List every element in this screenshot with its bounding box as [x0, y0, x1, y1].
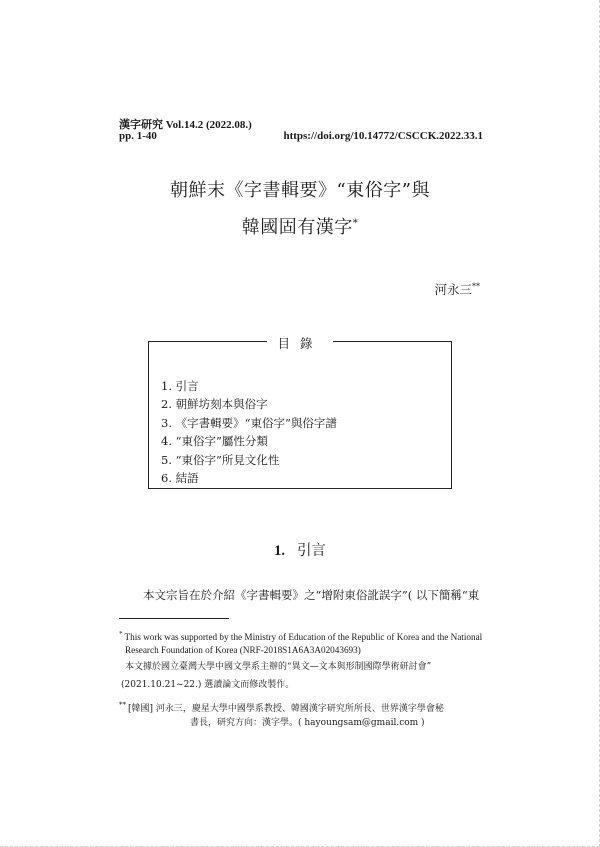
- footnote-2-line-2: 書長，研究方向：漢字學。( hayoungsam@gmail.com ): [190, 718, 425, 728]
- section-title: 引言: [296, 543, 326, 559]
- footnote-1-line-4: (2021.10.21~22.) 選讀論文而修改製作。: [121, 680, 295, 690]
- body-paragraph: 本文宗旨在於介紹《字書輯要》之“增附東俗訛誤字”( 以下簡稱“東: [143, 588, 480, 602]
- toc-item[interactable]: 2. 朝鮮坊刻本與俗字: [161, 397, 268, 412]
- paper-title-line-2-text: 韓國固有漢字: [241, 217, 353, 238]
- toc-item[interactable]: 4. “東俗字”屬性分類: [161, 434, 268, 449]
- toc-item[interactable]: 6. 結語: [161, 471, 199, 486]
- footnote-2-text-1: [韓國] 河永三，慶星大學中國學系教授、韓國漢字研究所所長、世界漢字學會秘: [128, 704, 444, 714]
- page-range: pp. 1-40: [119, 130, 157, 142]
- author-name: 河永三: [434, 282, 472, 297]
- footnote-2-mark: **: [119, 701, 126, 709]
- toc-title-wrap: [149, 333, 451, 352]
- toc-list: [161, 377, 337, 487]
- toc-title: 目錄: [267, 336, 332, 351]
- section-number: 1.: [274, 543, 285, 559]
- toc-item[interactable]: 1. 引言: [161, 379, 199, 393]
- footnote-1-mark: *: [119, 630, 123, 638]
- footnote-1-text-1: This work was supported by the Ministry of Education of the Republic of Korea and the National: [124, 632, 483, 643]
- doi-link[interactable]: https://doi.org/10.14772/CSCCK.2022.33.1: [283, 130, 483, 142]
- footnote-divider: [119, 618, 229, 619]
- toc-item[interactable]: 3. 《字書輯要》“東俗字”與俗字譜: [161, 415, 337, 430]
- paper-title-line-2: [0, 213, 600, 239]
- author: [434, 280, 480, 298]
- title-footnote-mark[interactable]: *: [352, 218, 359, 229]
- toc-item[interactable]: 5. “東俗字”所見文化性: [161, 452, 280, 467]
- footnote-1-line-2: Research Foundation of Korea (NRF-2018S1A6A3A02043693): [125, 645, 361, 655]
- section-heading: [0, 539, 600, 560]
- table-of-contents: [148, 336, 452, 489]
- footnote-1-line-3: 本文據於國立臺灣大學中國文學系主辦的“異文—文本與形制國際學術研討會”: [125, 662, 432, 672]
- paper-title-line-1: 朝鮮末《字書輯要》“東俗字”與: [170, 180, 430, 201]
- footnote-2-line-1: [119, 698, 444, 717]
- author-footnote-mark[interactable]: **: [472, 281, 480, 291]
- journal-header: 漢字研究 Vol.14.2 (2022.08.): [119, 119, 252, 131]
